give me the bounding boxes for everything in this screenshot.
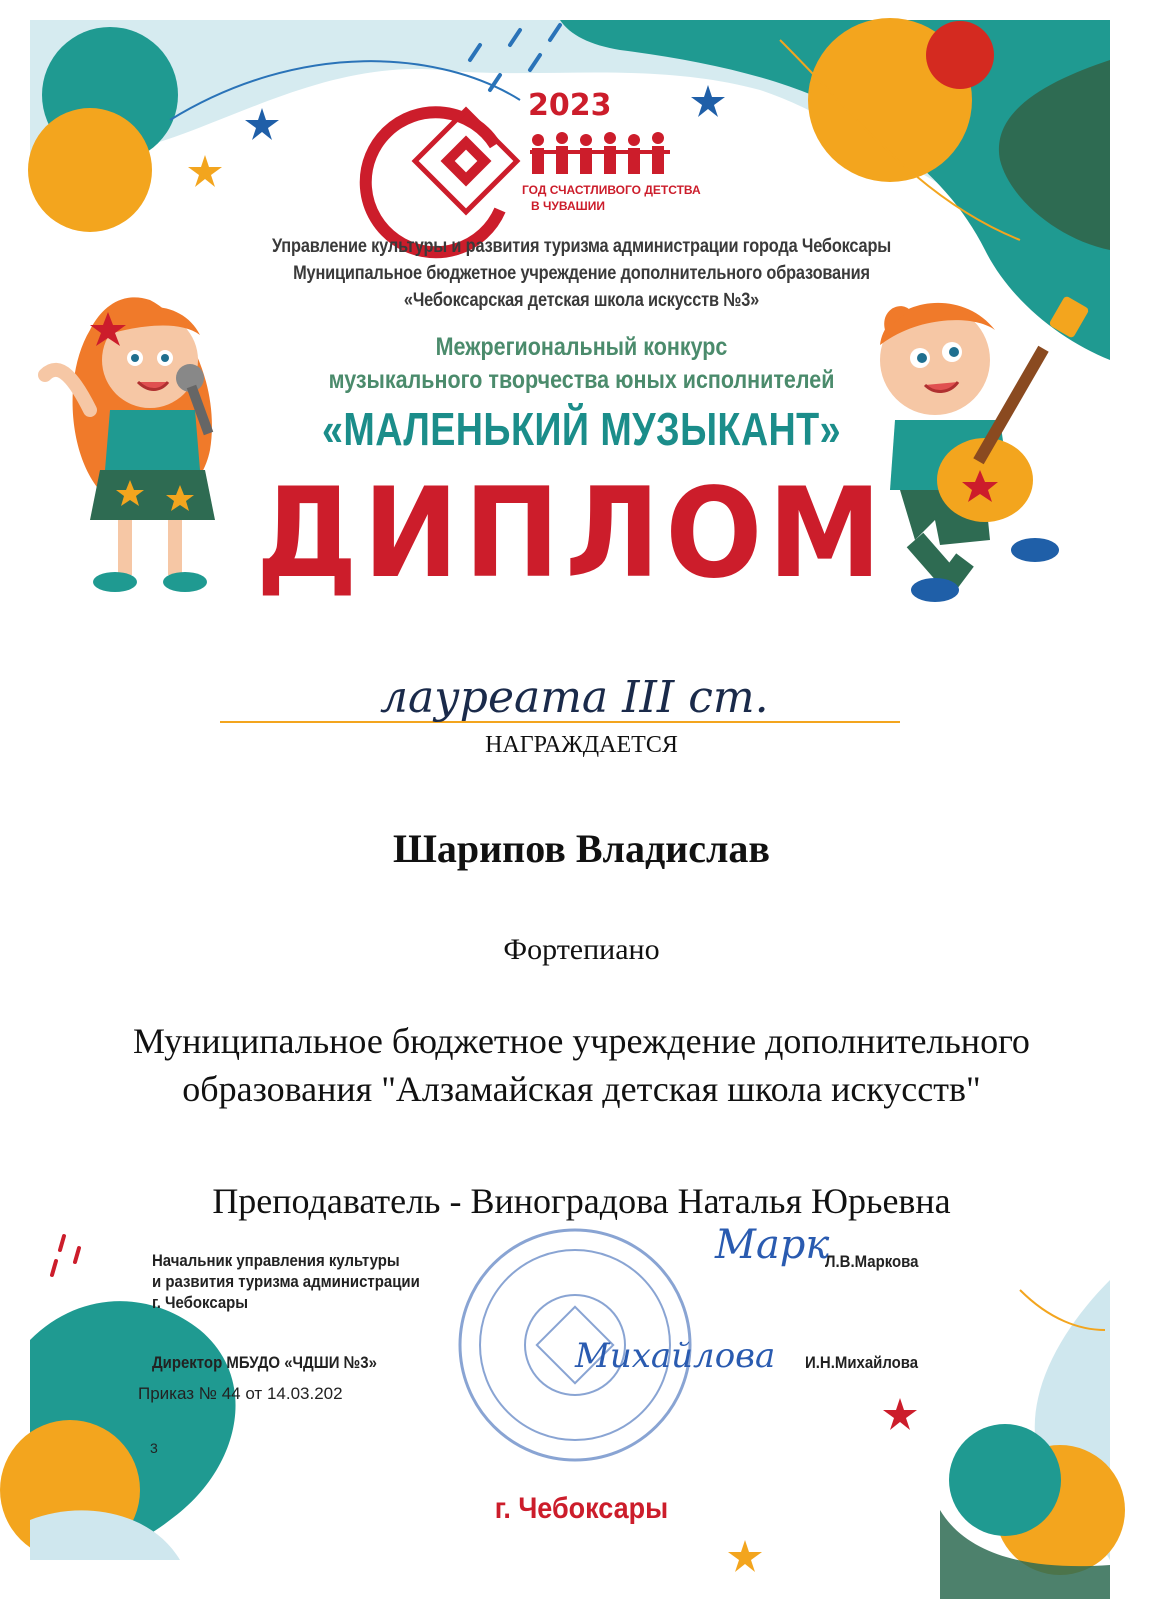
teacher: Преподаватель - Виноградова Наталья Юрьевна	[212, 1181, 951, 1221]
logo-caption-line2: В ЧУВАШИИ	[531, 199, 605, 213]
director-name: И.Н.Михайлова	[805, 1353, 919, 1372]
recipient-name: Шарипов Владислав	[392, 826, 771, 871]
head-title-line-1: Начальник управления культуры	[152, 1251, 400, 1270]
contest-line-1: Межрегиональный конкурс	[435, 333, 728, 361]
orange-circle-tl	[28, 108, 152, 232]
star-bottom-right	[883, 1398, 917, 1430]
red-circle-tr	[926, 21, 994, 89]
org-line-3: «Чебоксарская детская школа искусств №3»	[403, 290, 760, 311]
star-right	[691, 85, 725, 117]
head-title-line-3: г. Чебоксары	[152, 1293, 249, 1312]
head-signature: Марк	[715, 1222, 830, 1268]
footer-city: г. Чебоксары	[494, 1492, 669, 1525]
contest-title: «МАЛЕНЬКИЙ МУЗЫКАНТ»	[322, 403, 841, 455]
logo-emblem	[366, 110, 670, 252]
star-top	[245, 108, 279, 140]
star-bottom-center	[728, 1540, 762, 1572]
org-line-1: Управление культуры и развития туризма администрации города Чебоксары	[271, 236, 892, 257]
logo-year: 2023	[528, 88, 612, 123]
director-title: Директор МБУДО «ЧДШИ №3»	[152, 1353, 377, 1372]
handwritten-degree: лауреата III ст.	[380, 672, 769, 723]
head-title	[152, 1250, 420, 1313]
head-name: Л.В.Маркова	[825, 1252, 919, 1271]
director-signature: Михайлова	[575, 1336, 776, 1376]
diploma-heading: ДИПЛОМ	[256, 462, 887, 606]
order-number: Приказ № 44 от 14.03.202	[138, 1384, 343, 1403]
school-line-1: Муниципальное бюджетное учреждение дополнительного	[133, 1021, 1030, 1061]
star-left	[188, 155, 222, 187]
org-line-2: Муниципальное бюджетное учреждение дополнительного образования	[293, 263, 870, 284]
awarded-label: НАГРАЖДАЕТСЯ	[485, 732, 678, 758]
contest-line-2: музыкального творчества юных исполнителей	[328, 366, 835, 394]
order-suffix: 3	[150, 1440, 158, 1456]
logo-caption-line1: ГОД СЧАСТЛИВОГО ДЕТСТВА	[522, 183, 701, 197]
school-line-2: образования "Алзамайская детская школа искусств"	[182, 1069, 981, 1109]
recipient-instrument: Фортепиано	[503, 933, 660, 966]
head-title-line-2: и развития туризма администрации	[152, 1272, 420, 1291]
